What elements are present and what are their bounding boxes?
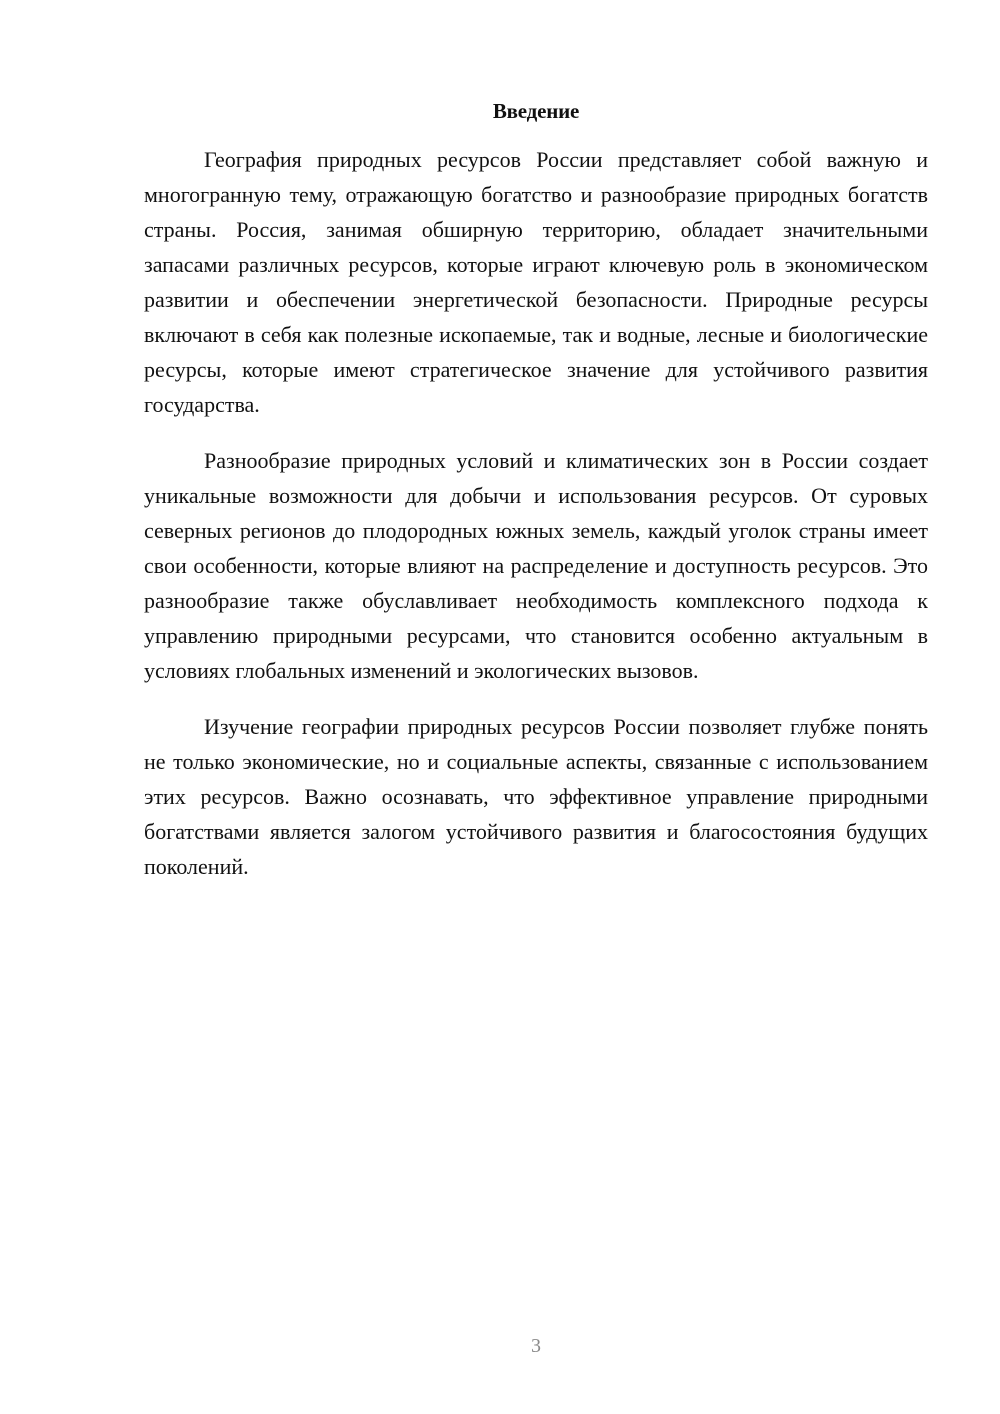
page-number: 3 xyxy=(531,1335,541,1357)
paragraph-2: Разнообразие природных условий и климатических зон в России создает уникальные возможности для добычи и использования ресурсов. От суровых северных регионов до плодородных южных земель, каждый уголок страны имеет свои особенности, которые влияют на распределение и доступность ресурсов. Это разнообразие также обуславливает необходимость комплексного подхода к управлению природными ресурсами, что становится особенно актуальным в условиях глобальных изменений и экологических вызовов. xyxy=(144,448,928,683)
page-content xyxy=(144,96,928,905)
paragraph-3: Изучение географии природных ресурсов России позволяет глубже понять не только экономические, но и социальные аспекты, связанные с использованием этих ресурсов. Важно осознавать, что эффективное управление природными богатствами является залогом устойчивого развития и благосостояния будущих поколений. xyxy=(144,714,928,879)
paragraph-1: География природных ресурсов России представляет собой важную и многогранную тему, отражающую богатство и разнообразие природных богатств страны. Россия, занимая обширную территорию, обладает значительными запасами различных ресурсов, которые играют ключевую роль в экономическом развитии и обеспечении энергетической безопасности. Природные ресурсы включают в себя как полезные ископаемые, так и водные, лесные и биологические ресурсы, которые имеют стратегическое значение для устойчивого развития государства. xyxy=(144,147,928,417)
section-heading: Введение xyxy=(492,99,580,123)
